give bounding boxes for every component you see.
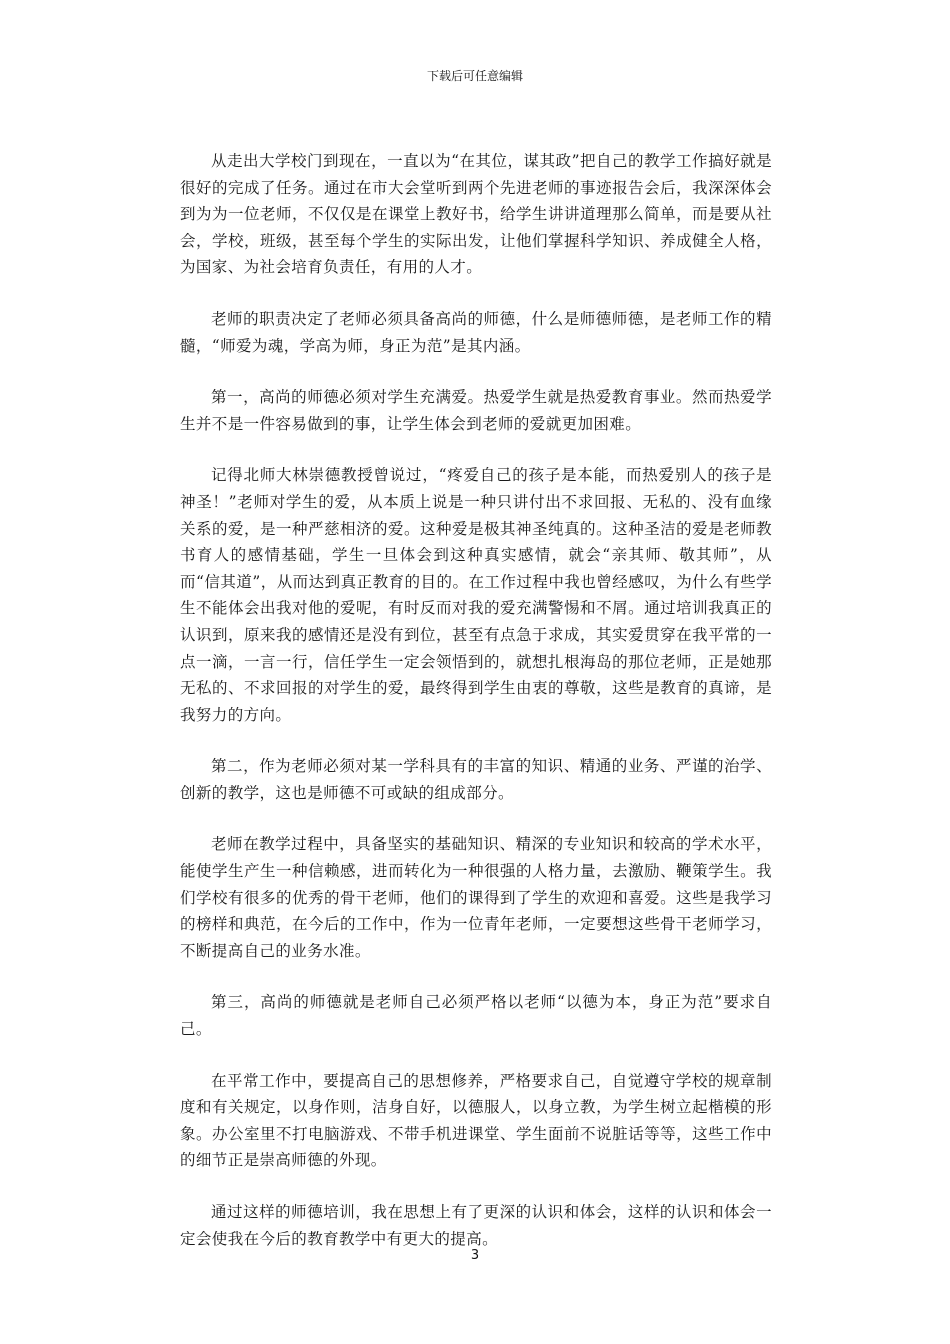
- paragraph: 老师的职责决定了老师必须具备高尚的师德，什么是师德师德，是老师工作的精髓，“师爱为魂，学高为师，身正为范”是其内涵。: [180, 309, 772, 355]
- paragraph: 从走出大学校门到现在，一直以为“在其位，谋其政”把自己的教学工作搞好就是很好的完成了任务。通过在市大会堂听到两个先进老师的事迹报告会后，我深深体会到为为一位老师，不仅仅是在课堂上教好书，给学生讲讲道理那么简单，而是要从社会，学校，班级，甚至每个学生的实际出发，让他们掌握科学知识、养成健全人格，为国家、为社会培育负责任，有用的人才。: [180, 152, 772, 277]
- paragraph: 第一，高尚的师德必须对学生充满爱。热爱学生就是热爱教育事业。然而热爱学生并不是一件容易做到的事，让学生体会到老师的爱就更加困难。: [180, 388, 772, 433]
- paragraph: 通过这样的师德培训，我在思想上有了更深的认识和体会，这样的认识和体会一定会使我在今后的教育教学中有更大的提高。: [180, 1203, 772, 1248]
- paragraph: 第三，高尚的师德就是老师自己必须严格以老师“以德为本，身正为范”要求自己。: [180, 993, 772, 1039]
- document-body: [180, 148, 772, 1277]
- page-header: 下载后可任意编辑: [426, 69, 523, 83]
- page-number: 3: [470, 1248, 480, 1263]
- paragraph: 在平常工作中，要提高自己的思想修养，严格要求自己，自觉遵守学校的规章制度和有关规定，以身作则，洁身自好，以德服人，以身立教，为学生树立起楷模的形象。办公室里不打电脑游戏、不带手机进课堂、学生面前不说脏话等等，这些工作中的细节正是崇高师德的外现。: [180, 1071, 772, 1170]
- paragraph: 第二，作为老师必须对某一学科具有的丰富的知识、精通的业务、严谨的治学、创新的教学，这也是师德不可或缺的组成部分。: [180, 757, 772, 802]
- paragraph: 记得北师大林崇德教授曾说过，“疼爱自己的孩子是本能，而热爱别人的孩子是神圣！”老师对学生的爱，从本质上说是一种只讲付出不求回报、无私的、没有血缘关系的爱，是一种严慈相济的爱。这种爱是极其神圣纯真的。这种圣洁的爱是老师教书育人的感情基础，学生一旦体会到这种真实感情，就会“亲其师、敬其师”，从而“信其道”，从而达到真正教育的目的。在工作过程中我也曾经感叹，为什么有些学生不能体会出我对他的爱呢，有时反而对我的爱充满警惕和不屑。通过培训我真正的认识到，原来我的感情还是没有到位，甚至有点急于求成，其实爱贯穿在我平常的一点一滴，一言一行，信任学生一定会领悟到的，就想扎根海岛的那位老师，正是她那无私的、不求回报的对学生的爱，最终得到学生由衷的尊敬，这些是教育的真谛，是我努力的方向。: [180, 466, 772, 724]
- paragraph: 老师在教学过程中，具备坚实的基础知识、精深的专业知识和较高的学术水平，能使学生产生一种信赖感，进而转化为一种很强的人格力量，去激励、鞭策学生。我们学校有很多的优秀的骨干老师，他们的课得到了学生的欢迎和喜爱。这些是我学习的榜样和典范，在今后的工作中，作为一位青年老师，一定要想这些骨干老师学习，不断提高自己的业务水准。: [180, 835, 772, 960]
